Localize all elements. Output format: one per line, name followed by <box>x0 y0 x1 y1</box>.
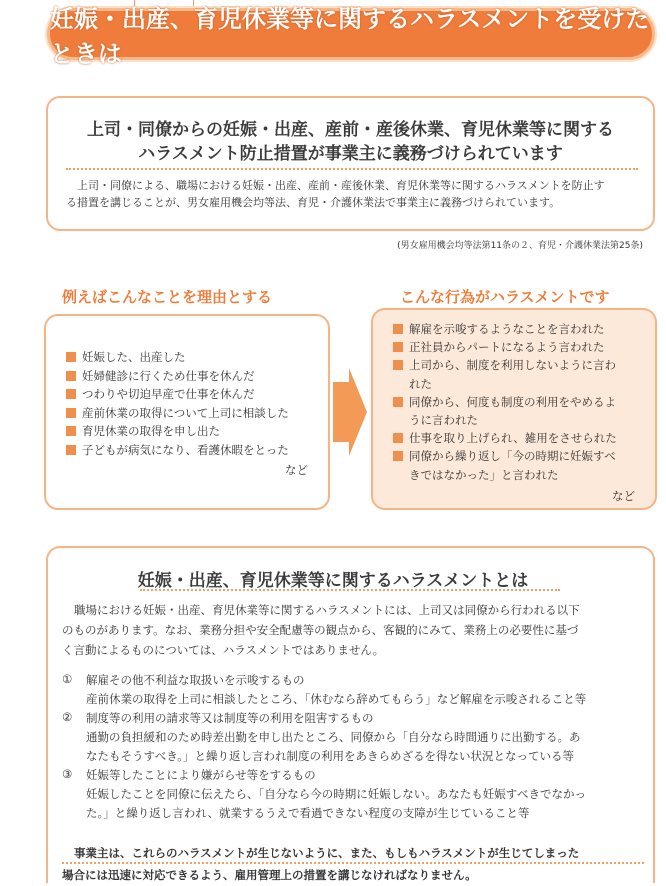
harassment-act-text: 正社員からパートになるよう言われた <box>409 340 605 355</box>
harassment-act-item <box>393 356 617 392</box>
definition-title: 妊娠・出産、育児休業等に関するハラスメントとは <box>137 571 529 591</box>
harassment-acts-etc: など <box>612 489 635 503</box>
header-banner <box>47 5 655 68</box>
reason-item <box>66 385 289 404</box>
harassment-act-text: れた <box>409 376 432 391</box>
reasons-box <box>44 314 330 510</box>
square-bullet-icon <box>66 371 76 381</box>
harassment-act-item <box>393 320 617 338</box>
obligation-body-line1: 上司・同僚による、職場における妊娠・出産、産前・産後休業、育児休業等に関するハラスメントを防止す <box>77 179 605 192</box>
employer-duty-underline1 <box>62 862 644 864</box>
employer-duty-line1: 事業主は、これらのハラスメントが生じないように、また、もしもハラスメントが生じてしまった <box>74 846 580 860</box>
reason-item <box>66 441 289 460</box>
definition-intro-line1: 職場における妊娠・出産、育児休業等に関するハラスメントには、上司又は同僚から行われる以下 <box>74 603 580 617</box>
reasons-list <box>66 348 289 459</box>
harassment-act-text: 仕事を取り上げられ、雑用をさせられた <box>409 431 617 446</box>
reasons-etc: など <box>285 463 308 477</box>
harassment-acts-box <box>371 308 657 510</box>
definition-intro-line2: のものがあります。なお、業務分担や安全配慮等の観点から、客観的にみて、業務上の必要性に基づ <box>62 623 579 637</box>
square-bullet-icon <box>393 397 403 407</box>
square-bullet-icon <box>66 389 76 399</box>
harassment-act-text: きではなかった」と言われた <box>409 467 559 482</box>
reason-item-text: 育児休業の取得を申し出た <box>82 424 220 438</box>
harassment-act-item <box>393 447 617 483</box>
obligation-body-line2: る措置を講じることが、男女雇用機会均等法、育児・介護休業法で事業主に義務づけられています。 <box>66 196 561 209</box>
square-bullet-icon <box>393 360 403 370</box>
harassment-act-text: うに言われた <box>409 413 478 428</box>
reason-item <box>66 404 289 423</box>
square-bullet-icon <box>393 324 403 334</box>
reason-item-text: 子どもが病気になり、看護休暇をとった <box>82 442 289 457</box>
right-section-label: こんな行為がハラスメントです <box>400 288 610 306</box>
obligation-title-line2: ハラスメント防止措置が事業主に義務づけられています <box>138 144 563 164</box>
employer-duty <box>62 842 657 886</box>
definition-item-heading: 解雇その他不利益な取扱いを示唆するもの <box>86 673 305 687</box>
reason-item-text: つわりや切迫早産で仕事を休んだ <box>82 387 255 401</box>
definition-item-heading: 制度等の利用の請求等又は制度等の利用を阻害するもの <box>86 711 374 725</box>
definition-item-heading: 妊娠等したことにより嫌がらせ等をするもの <box>86 768 316 782</box>
harassment-act-item <box>393 429 617 447</box>
square-bullet-icon <box>66 445 76 455</box>
obligation-body <box>66 177 640 211</box>
obligation-box <box>46 96 655 231</box>
harassment-act-item <box>393 393 617 429</box>
reason-item <box>66 348 289 367</box>
definition-item-number: ③ <box>62 767 73 781</box>
square-bullet-icon <box>393 433 403 443</box>
definition-item-example: 妊娠したことを同僚に伝えたら、「自分なら今の時期に妊娠しない。あなたも妊娠すべきでなかっ <box>86 787 587 801</box>
harassment-act-item <box>393 338 617 356</box>
square-bullet-icon <box>393 342 403 352</box>
square-bullet-icon <box>66 352 76 362</box>
reason-item-text: 妊婦健診に行くため仕事を休んだ <box>82 368 255 383</box>
square-bullet-icon <box>66 408 76 418</box>
reason-item <box>66 422 289 441</box>
law-reference: (男女雇用機会均等法第11条の２、育児・介護休業法第25条) <box>397 241 643 251</box>
employer-duty-line2: 場合には迅速に対応できるよう、雇用管理上の措置を講じなければなりません。 <box>62 868 477 882</box>
harassment-act-text: 同僚から、何度も制度の利用をやめるよ <box>409 394 616 409</box>
definition-item-example: 産前休業の取得を上司に相談したところ、「休むなら辞めてもらう」など解雇を示唆されること等 <box>86 692 587 706</box>
harassment-acts-list <box>393 320 617 484</box>
reason-item-text: 妊娠した、出産した <box>82 350 186 364</box>
reason-item-text: 産前休業の取得について上司に相談した <box>82 405 289 420</box>
harassment-act-text: 同僚から繰り返し「今の時期に妊娠すべ <box>409 449 616 464</box>
definition-intro-line3: く言動によるものについては、ハラスメントではありません。 <box>62 643 385 657</box>
square-bullet-icon <box>66 426 76 436</box>
dotted-divider <box>66 168 638 170</box>
harassment-act-text: 解雇を示唆するようなことを言われた <box>409 322 605 336</box>
definition-intro <box>62 600 652 660</box>
definition-item-number: ② <box>62 710 73 724</box>
definition-item-example: 通勤の負担緩和のため時差出勤を申し出たところ、同僚から「自分なら時間通りに出勤する。あ <box>86 730 581 744</box>
harassment-act-text: 上司から、制度を利用しないように言わ <box>409 358 616 373</box>
header-title: 妊娠・出産、育児休業等に関するハラスメントを受けたときは <box>50 5 650 68</box>
reason-item <box>66 367 289 386</box>
definition-title-underline <box>140 589 560 591</box>
definition-item-number: ① <box>62 672 73 686</box>
definition-item-example: た。」と繰り返し言われ、就業するうえで看過できない程度の支障が生じていること等 <box>86 806 530 820</box>
obligation-title-line1: 上司・同僚からの妊娠・出産、産前・産後休業、育児休業等に関する <box>87 120 614 140</box>
arrow-right-icon <box>333 368 367 456</box>
left-section-label: 例えばこんなことを理由とする <box>62 288 273 306</box>
definition-item-example: なたもそうすべき。」と繰り返し言われ制度の利用をあきらめざるを得ない状況となっている等 <box>86 749 575 763</box>
square-bullet-icon <box>393 451 403 461</box>
